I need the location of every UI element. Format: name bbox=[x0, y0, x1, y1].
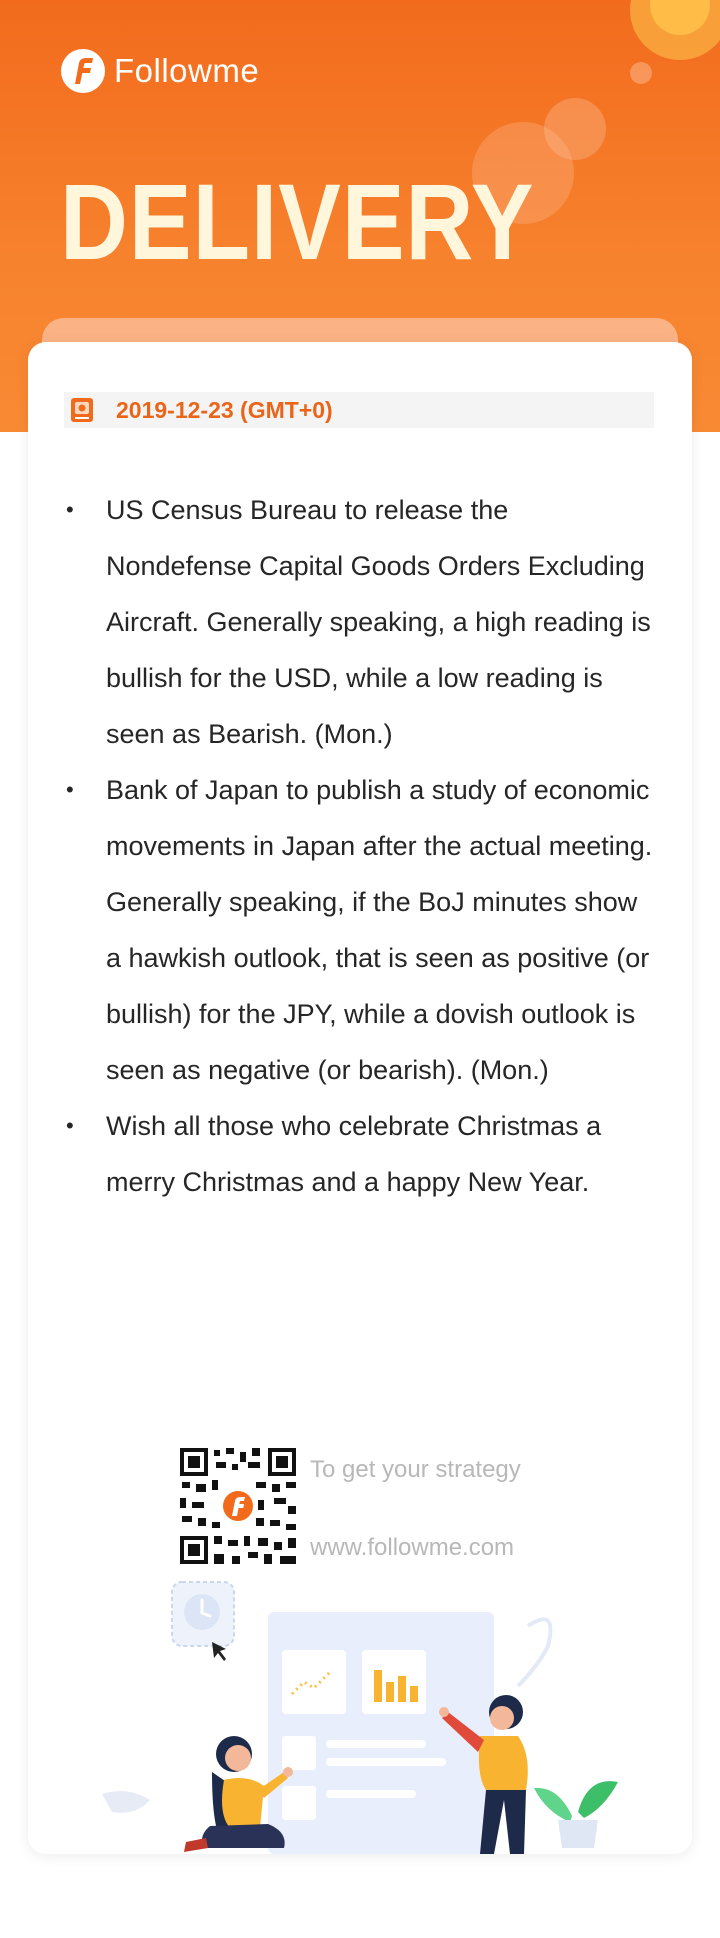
list-item-text: US Census Bureau to release the Nondefense Capital Goods Orders Excluding Aircraft. Generally speaking, a high reading is bullish for the USD, while a low reading is seen as Bearish. (Mon.) bbox=[106, 495, 651, 749]
content-card bbox=[28, 342, 692, 1854]
page-title: DELIVERY bbox=[60, 161, 535, 282]
decor-circle bbox=[630, 62, 652, 84]
date-label: 2019-12-23 (GMT+0) bbox=[116, 396, 333, 423]
bullet-icon: • bbox=[66, 777, 74, 802]
list-item-text: Bank of Japan to publish a study of economic movements in Japan after the actual meeting. Generally speaking, if the BoJ minutes show a hawkish outlook, that is seen as positive (or bullish) for the JPY, while a dovish outlook is seen as negative (or bearish). (Mon.) bbox=[106, 775, 653, 1085]
followme-logo-icon bbox=[60, 48, 106, 94]
decor-circle bbox=[544, 98, 606, 160]
date-bar bbox=[64, 392, 654, 428]
bullet-icon: • bbox=[66, 497, 74, 522]
news-list bbox=[28, 482, 692, 1210]
brand-name: Followme bbox=[114, 52, 260, 89]
qr-cta-text: To get your strategy bbox=[310, 1456, 521, 1483]
strategy-illustration bbox=[88, 1576, 648, 1854]
website-link[interactable]: www.followme.com bbox=[310, 1534, 515, 1561]
calendar-icon bbox=[70, 397, 94, 423]
qr-code-icon bbox=[178, 1446, 298, 1566]
list-item bbox=[28, 1098, 692, 1210]
bullet-icon: • bbox=[66, 1113, 74, 1138]
brand-logo[interactable] bbox=[60, 48, 259, 94]
list-item-text: Wish all those who celebrate Christmas a merry Christmas and a happy New Year. bbox=[106, 1111, 602, 1197]
list-item bbox=[28, 482, 692, 762]
list-item bbox=[28, 762, 692, 1098]
qr-code[interactable] bbox=[178, 1446, 298, 1566]
